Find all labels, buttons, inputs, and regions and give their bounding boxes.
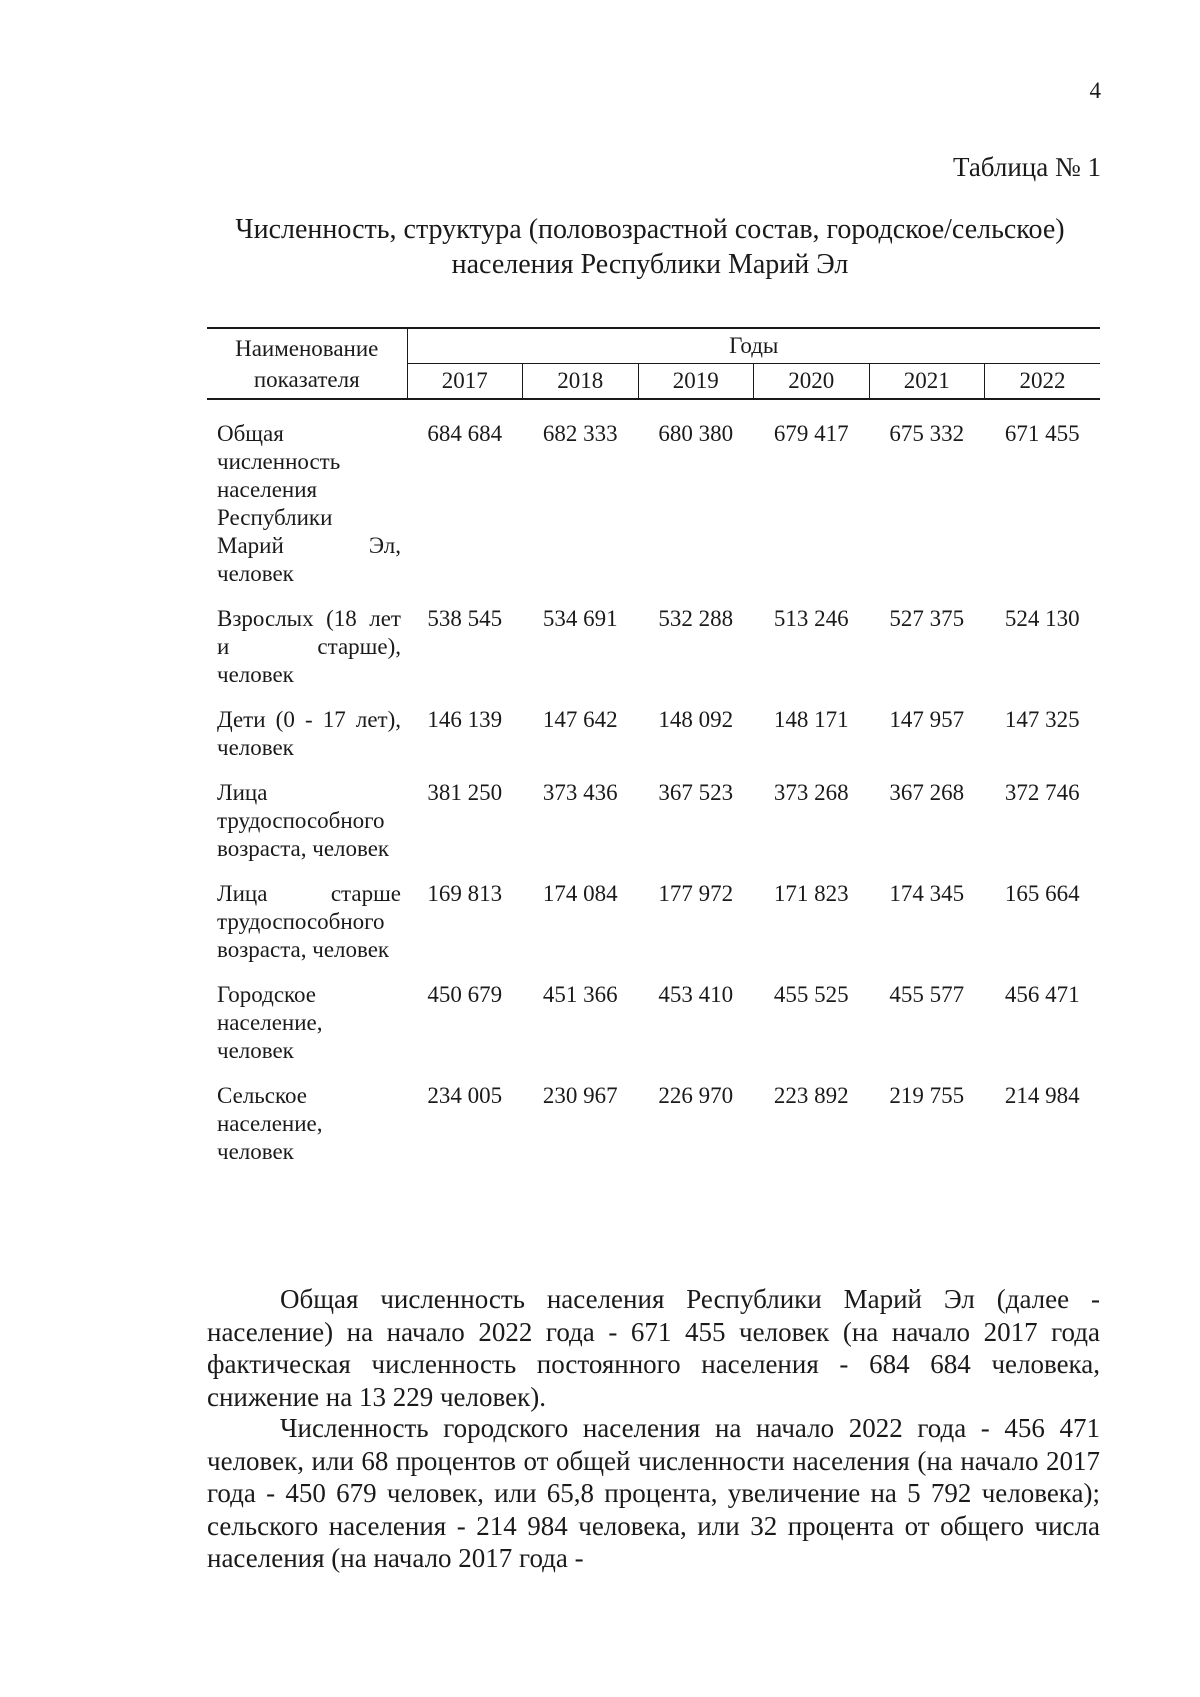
- value-cell: 165 664: [1004, 881, 1080, 906]
- indicator-header-line-1: Наименование: [235, 335, 379, 361]
- value-cell: 148 171: [773, 707, 849, 732]
- table-label: Таблица № 1: [953, 152, 1101, 182]
- value-cell: 174 084: [542, 881, 618, 906]
- value-cell: 367 268: [889, 780, 965, 805]
- value-cell: 513 246: [773, 606, 849, 631]
- years-group-header: Годы: [407, 328, 1100, 364]
- population-table: [207, 327, 1100, 1183]
- table-row: [207, 605, 1100, 706]
- value-cell: 455 525: [773, 982, 849, 1007]
- indicator-name-cell: Лица старше трудоспособного возраста, человек: [217, 881, 401, 962]
- paragraph-total-population: Общая численность населения Республики Марий Эл (далее - население) на начало 2022 года - 671 455 человек (на начало 2017 года фактическая численность постоянного населения - 684 684 человека, снижение на 13 229 человек).: [207, 1284, 1100, 1412]
- value-cell: 219 755: [889, 1083, 965, 1108]
- value-cell: 214 984: [1004, 1083, 1080, 1108]
- value-cell: 538 545: [427, 606, 503, 631]
- indicator-name-cell: Взрослых (18 лет и старше), человек: [217, 606, 401, 687]
- year-header: 2019: [638, 364, 754, 400]
- value-cell: 230 967: [542, 1083, 618, 1108]
- value-cell: 372 746: [1004, 780, 1080, 805]
- table-header: [207, 328, 1100, 399]
- value-cell: 177 972: [658, 881, 734, 906]
- value-cell: 527 375: [889, 606, 965, 631]
- indicator-name-cell: Дети (0 - 17 лет), человек: [217, 707, 401, 760]
- value-cell: 373 436: [542, 780, 618, 805]
- value-cell: 534 691: [542, 606, 618, 631]
- value-cell: 171 823: [773, 881, 849, 906]
- value-cell: 455 577: [889, 982, 965, 1007]
- value-cell: 451 366: [542, 982, 618, 1007]
- page-number: 4: [1089, 78, 1101, 103]
- value-cell: 148 092: [658, 707, 734, 732]
- value-cell: 226 970: [658, 1083, 734, 1108]
- value-cell: 671 455: [1004, 421, 1080, 446]
- value-cell: 682 333: [542, 421, 618, 446]
- value-cell: 524 130: [1004, 606, 1080, 631]
- value-cell: 147 957: [889, 707, 965, 732]
- value-cell: 453 410: [658, 982, 734, 1007]
- value-cell: 174 345: [889, 881, 965, 906]
- value-cell: 450 679: [427, 982, 503, 1007]
- value-cell: 684 684: [427, 421, 503, 446]
- value-cell: 169 813: [427, 881, 503, 906]
- value-cell: 147 642: [542, 707, 618, 732]
- value-cell: 680 380: [658, 421, 734, 446]
- value-cell: 367 523: [658, 780, 734, 805]
- value-cell: 679 417: [773, 421, 849, 446]
- table-row: [207, 420, 1100, 605]
- year-header: 2017: [407, 364, 523, 400]
- table-row: [207, 779, 1100, 880]
- indicator-name-cell: Городское население, человек: [217, 982, 323, 1063]
- year-header: 2021: [869, 364, 985, 400]
- indicator-column-header: [207, 328, 407, 399]
- value-cell: 234 005: [427, 1083, 503, 1108]
- value-cell: 532 288: [658, 606, 734, 631]
- year-header: 2020: [754, 364, 870, 400]
- table-row: [207, 981, 1100, 1082]
- year-header: 2022: [985, 364, 1101, 400]
- value-cell: 373 268: [773, 780, 849, 805]
- value-cell: 675 332: [889, 421, 965, 446]
- table-row: [207, 1082, 1100, 1183]
- table-title: [200, 212, 1100, 282]
- table-title-line-2: населения Республики Марий Эл: [451, 249, 849, 280]
- indicator-name-cell: Общая численность населения Республики Марий Эл, человек: [217, 421, 401, 586]
- table-row: [207, 880, 1100, 981]
- value-cell: 456 471: [1004, 982, 1080, 1007]
- value-cell: 146 139: [427, 707, 503, 732]
- indicator-header-line-2: показателя: [253, 366, 360, 392]
- table-title-line-1: Численность, структура (половозрастной состав, городское/сельское): [235, 214, 1065, 245]
- year-header: 2018: [523, 364, 639, 400]
- table-row: [207, 706, 1100, 779]
- indicator-name-cell: Сельское население, человек: [217, 1083, 323, 1164]
- value-cell: 223 892: [773, 1083, 849, 1108]
- indicator-name-cell: Лица трудоспособного возраста, человек: [217, 780, 390, 861]
- value-cell: 147 325: [1004, 707, 1080, 732]
- paragraph-urban-rural-population: Численность городского населения на начало 2022 года - 456 471 человек, или 68 процентов от общей численности населения (на начало 2017 года - 450 679 человек, или 65,8 процента, увеличение на 5 792 человека); сельского населения - 214 984 человека, или 32 процента от общего числа населения (на начало 2017 года -: [207, 1413, 1100, 1573]
- table-body: [207, 399, 1100, 1183]
- value-cell: 381 250: [427, 780, 503, 805]
